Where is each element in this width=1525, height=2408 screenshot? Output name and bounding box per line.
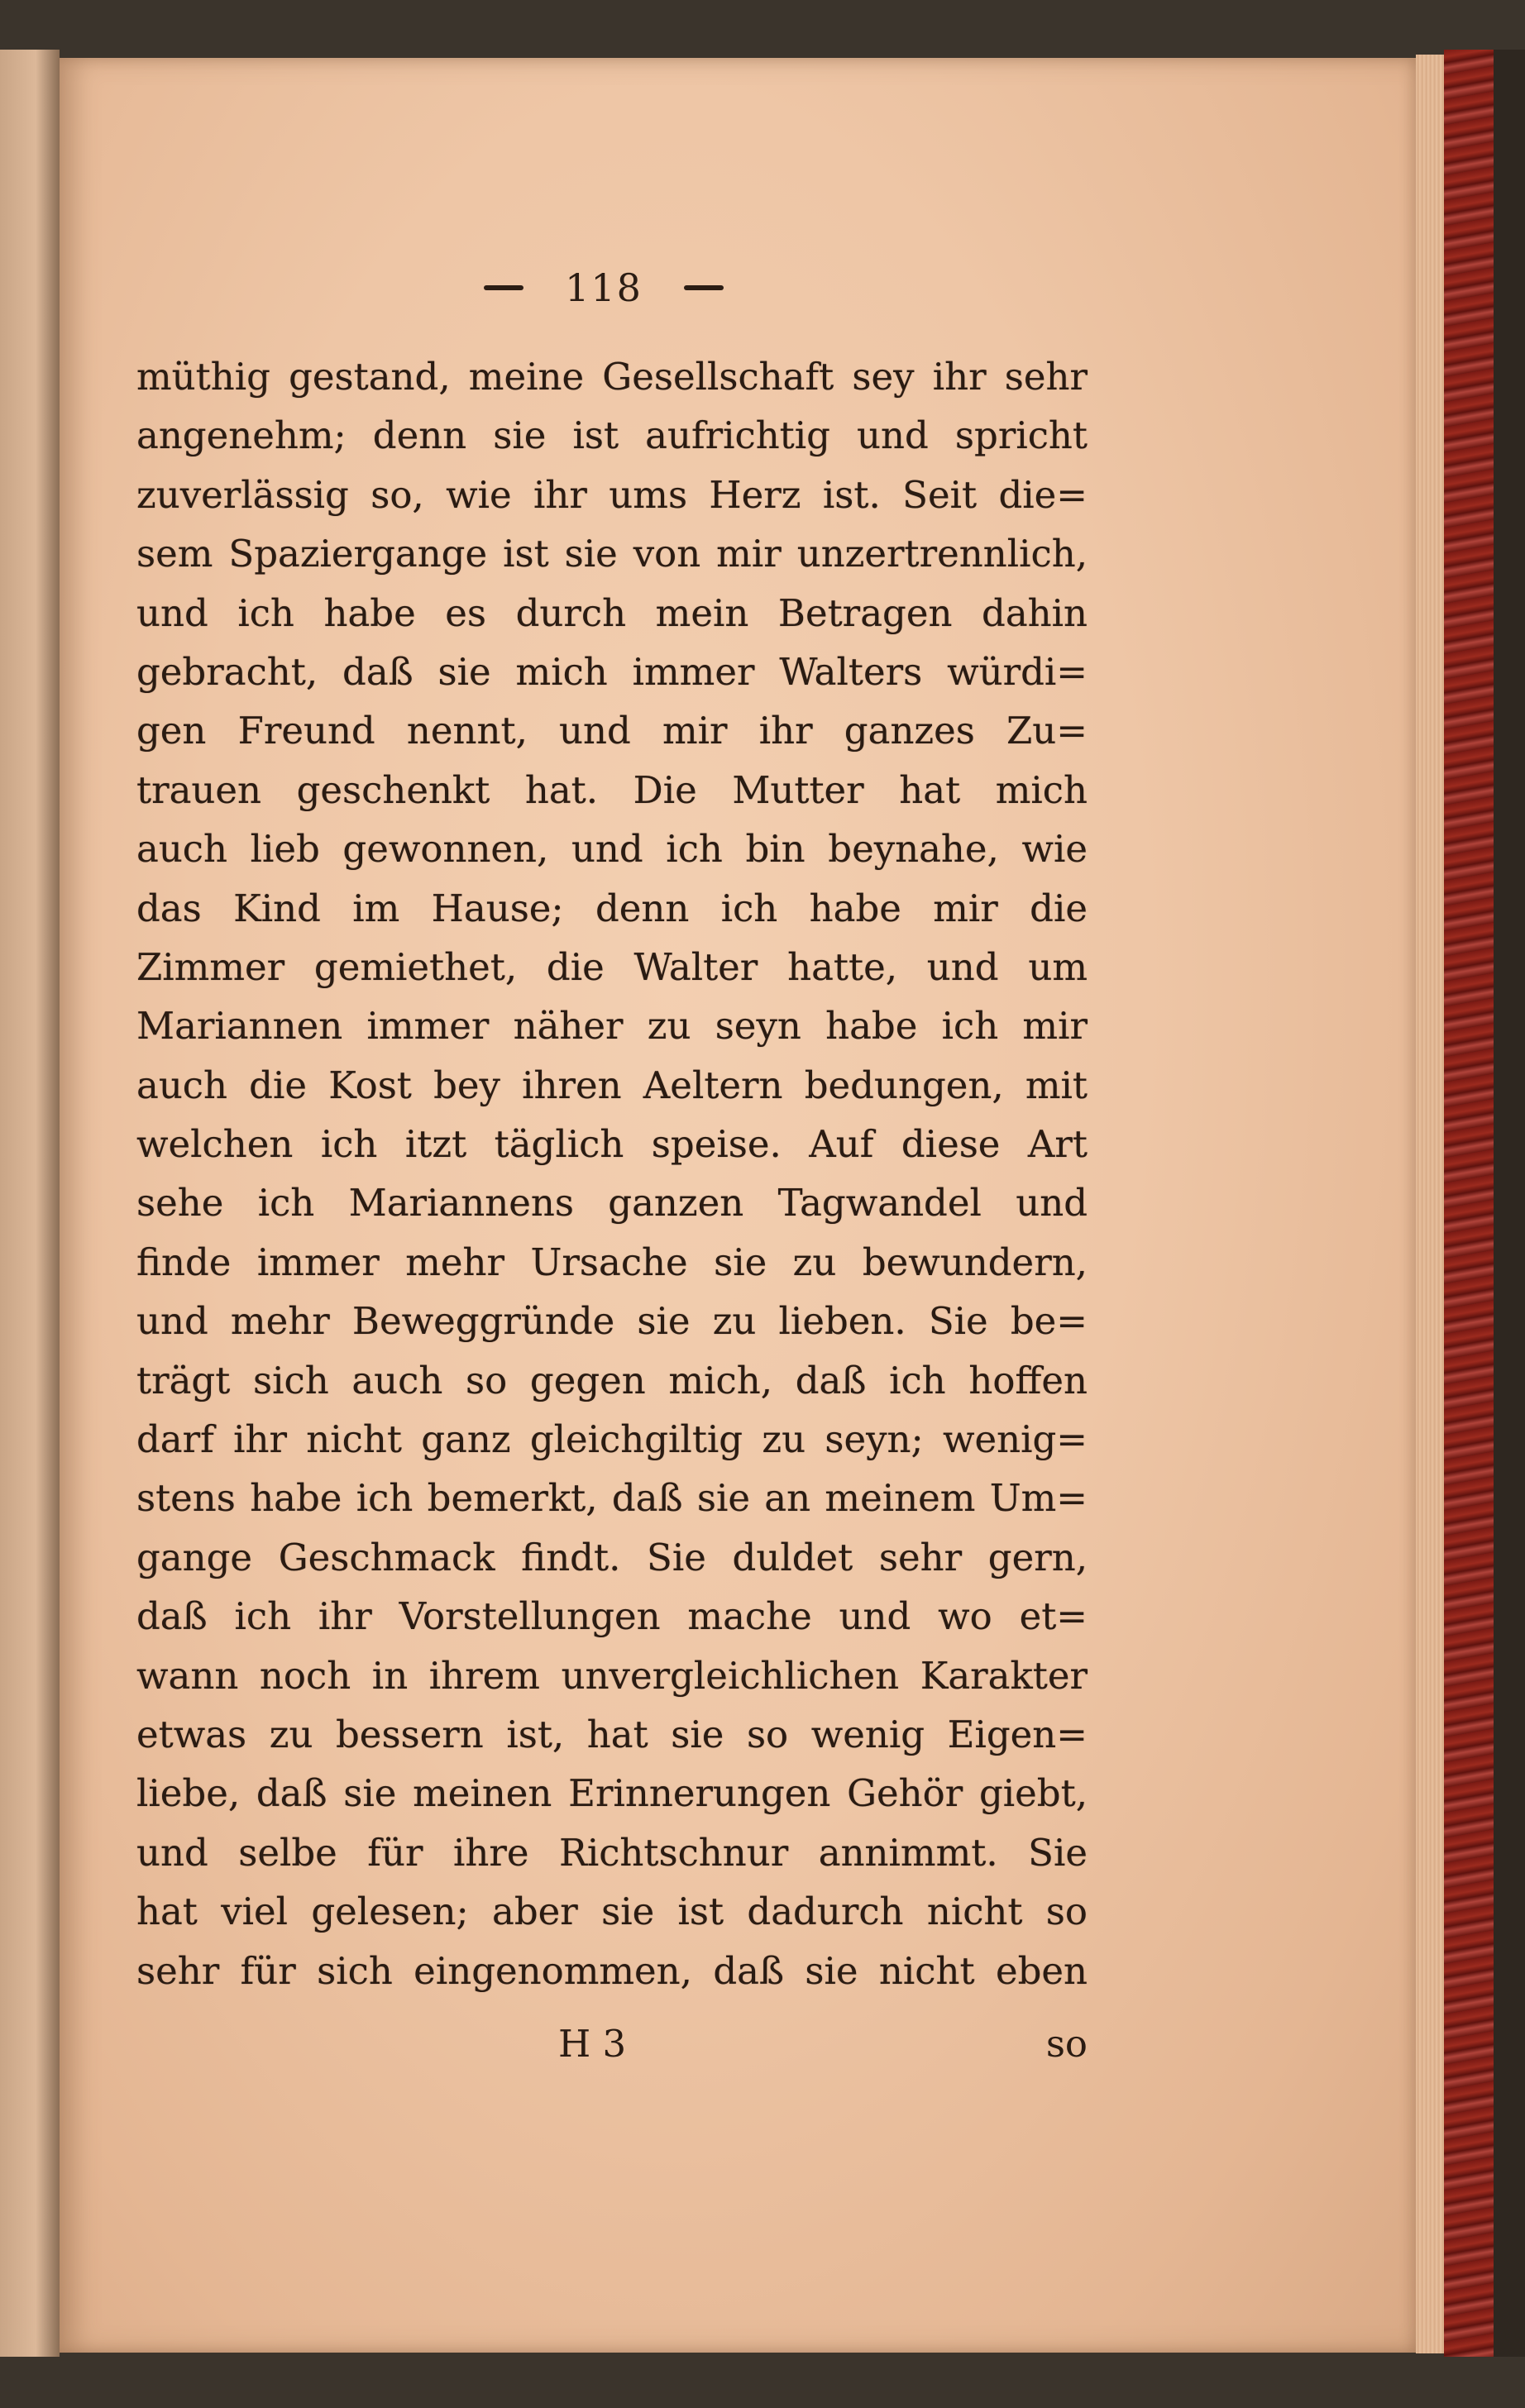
text-line: hat viel gelesen; aber sie ist dadurch nicht so xyxy=(136,1890,1088,1934)
page-footer xyxy=(136,2022,1088,2080)
marbled-cover-edge xyxy=(1444,50,1494,2357)
text-line: sehe ich Mariannens ganzen Tagwandel und xyxy=(136,1181,1088,1226)
running-header xyxy=(414,263,794,313)
text-line: Mariannen immer näher zu seyn habe ich mir xyxy=(136,1004,1088,1049)
text-line: sem Spaziergange ist sie von mir unzertrennlich, xyxy=(136,532,1088,576)
text-line: sehr für sich eingenommen, daß sie nicht eben xyxy=(136,1948,1088,1993)
page-edges xyxy=(1416,55,1444,2353)
text-line: darf ihr nicht ganz gleichgiltig zu seyn; wenig= xyxy=(136,1417,1088,1462)
text-line: trägt sich auch so gegen mich, daß ich hoffen xyxy=(136,1358,1088,1402)
header-dash-right xyxy=(684,285,724,290)
page-number: 118 xyxy=(565,265,643,310)
text-line: auch lieb gewonnen, und ich bin beynahe, wie xyxy=(136,827,1088,872)
text-line: und ich habe es durch mein Betragen dahin xyxy=(136,590,1088,635)
text-line: und selbe für ihre Richtschnur annimmt. Sie xyxy=(136,1830,1088,1875)
text-line: und mehr Beweggründe sie zu lieben. Sie be= xyxy=(136,1299,1088,1344)
text-line: gange Geschmack findt. Sie duldet sehr gern, xyxy=(136,1535,1088,1579)
text-line: liebe, daß sie meinen Erinnerungen Gehör giebt, xyxy=(136,1771,1088,1816)
text-line: finde immer mehr Ursache sie zu bewundern, xyxy=(136,1240,1088,1284)
catchword: so xyxy=(1045,2022,1088,2066)
text-line: wann noch in ihrem unvergleichlichen Karakter xyxy=(136,1653,1088,1698)
text-line: angenehm; denn sie ist aufrichtig und spricht xyxy=(136,413,1088,458)
text-line: welchen ich itzt täglich speise. Auf diese Art xyxy=(136,1122,1088,1167)
text-line: zuverlässig so, wie ihr ums Herz ist. Seit die= xyxy=(136,472,1088,517)
previous-page-edge xyxy=(0,50,60,2357)
text-line: Zimmer gemiethet, die Walter hatte, und um xyxy=(136,944,1088,989)
text-line: gen Freund nennt, und mir ihr ganzes Zu= xyxy=(136,709,1088,753)
text-line: das Kind im Hause; denn ich habe mir die xyxy=(136,886,1088,930)
signature-mark: H 3 xyxy=(558,2022,627,2066)
body-text xyxy=(136,347,1088,2000)
text-line: müthig gestand, meine Gesellschaft sey ihr sehr xyxy=(136,355,1088,399)
text-line: trauen geschenkt hat. Die Mutter hat mich xyxy=(136,767,1088,812)
text-line: auch die Kost bey ihren Aeltern bedungen, mit xyxy=(136,1063,1088,1107)
text-line: stens habe ich bemerkt, daß sie an meinem Um= xyxy=(136,1476,1088,1521)
header-dash-left xyxy=(484,285,523,290)
text-line: etwas zu bessern ist, hat sie so wenig Eigen= xyxy=(136,1712,1088,1756)
text-line: daß ich ihr Vorstellungen mache und wo et= xyxy=(136,1594,1088,1639)
background-shadow xyxy=(1494,50,1525,2357)
text-line: gebracht, daß sie mich immer Walters würdi= xyxy=(136,649,1088,694)
